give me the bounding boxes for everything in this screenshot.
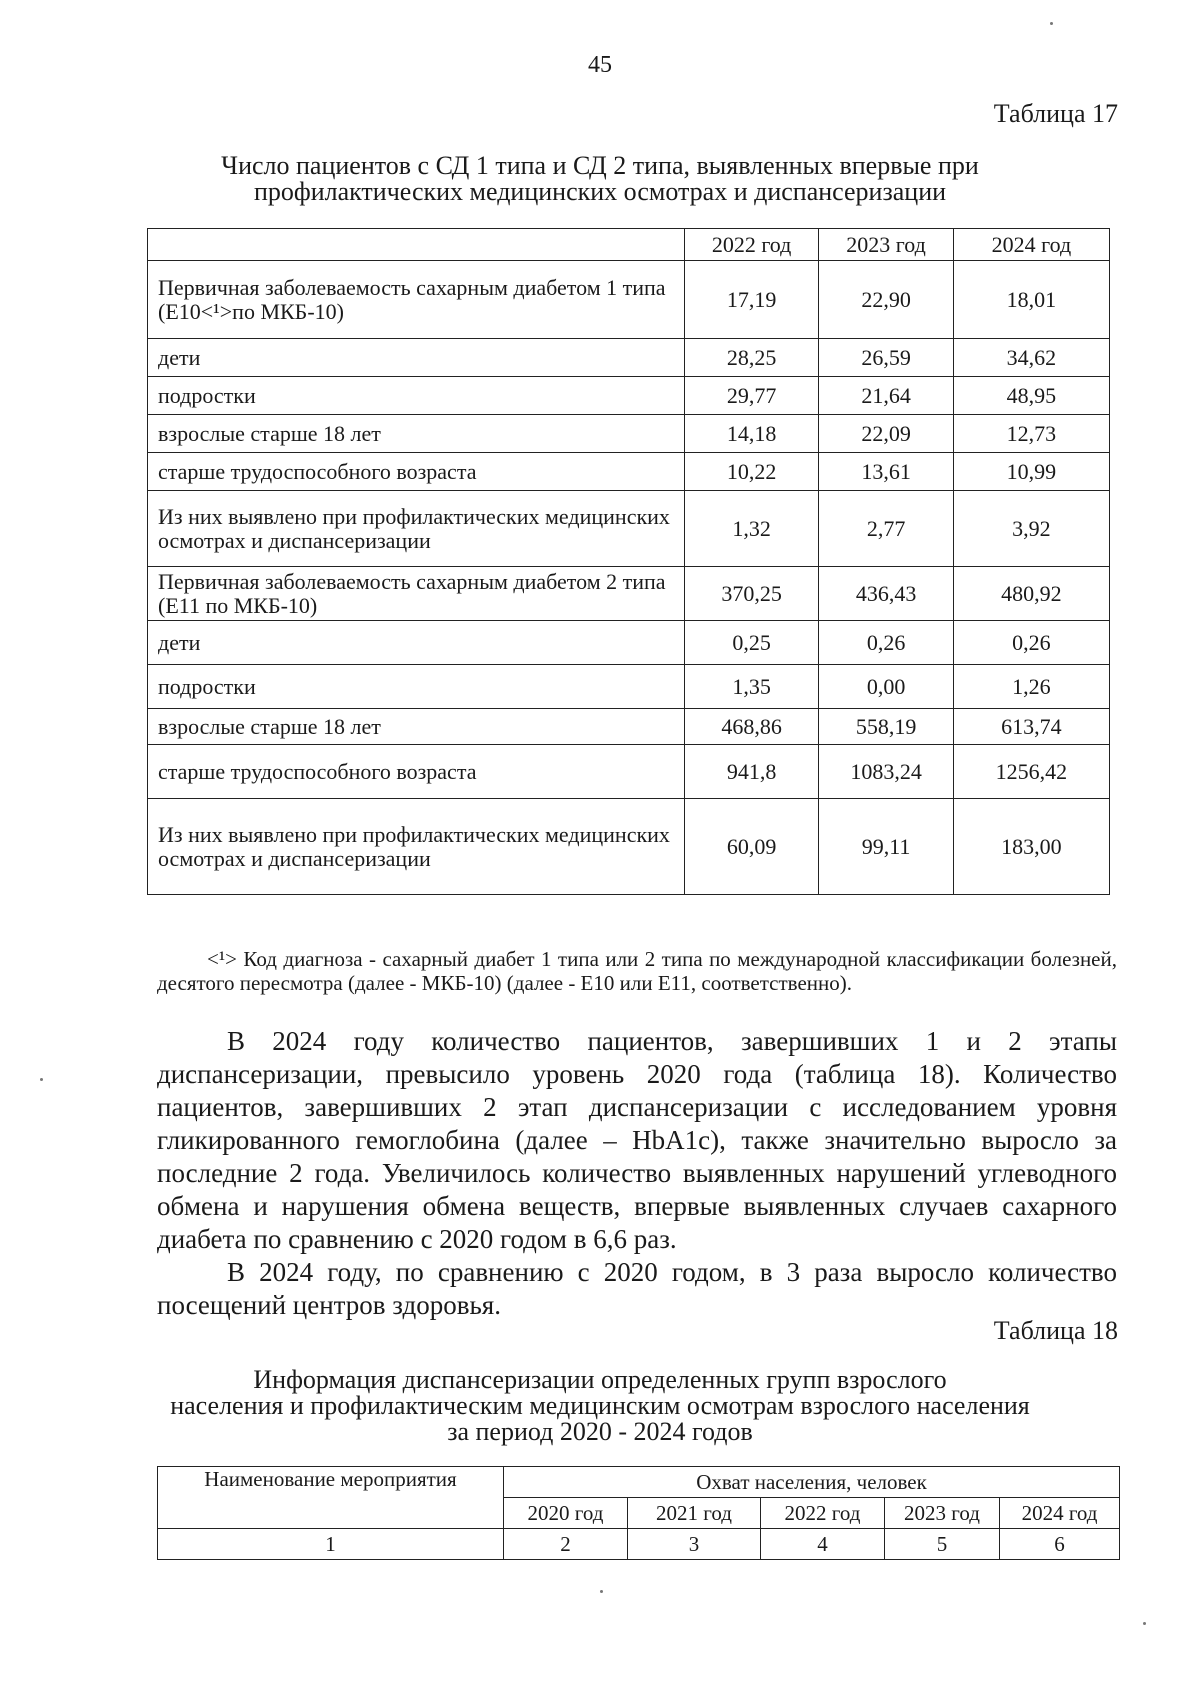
value-2024: 1256,42 (953, 745, 1109, 799)
value-2023: 2,77 (819, 491, 953, 567)
table-row (148, 621, 1110, 665)
row-label: взрослые старше 18 лет (148, 709, 685, 745)
value-2023: 1083,24 (819, 745, 953, 799)
table-row (148, 377, 1110, 415)
value-2022: 29,77 (684, 377, 818, 415)
header-cell-year: 2022 год (761, 1498, 885, 1529)
scan-speck (1143, 1622, 1146, 1625)
table-17-title-line: Число пациентов с СД 1 типа и СД 2 типа, выявленных впервые при (221, 151, 979, 180)
value-2023: 13,61 (819, 453, 953, 491)
column-number-cell: 3 (628, 1529, 761, 1560)
table-header-row (148, 229, 1110, 261)
value-2024: 0,26 (953, 621, 1109, 665)
row-label: старше трудоспособного возраста (148, 453, 685, 491)
table-row (148, 339, 1110, 377)
header-cell-2024: 2024 год (953, 229, 1109, 261)
value-2022: 0,25 (684, 621, 818, 665)
diabetes-incidence-table (147, 228, 1110, 895)
table-row (148, 745, 1110, 799)
value-2022: 17,19 (684, 261, 818, 339)
value-2024: 12,73 (953, 415, 1109, 453)
footnote (157, 947, 1117, 995)
table-18-title-line: населения и профилактическим медицинским осмотрам взрослого населения (170, 1391, 1030, 1420)
value-2022: 468,86 (684, 709, 818, 745)
value-2022: 28,25 (684, 339, 818, 377)
value-2022: 941,8 (684, 745, 818, 799)
value-2024: 10,99 (953, 453, 1109, 491)
row-label: старше трудоспособного возраста (148, 745, 685, 799)
column-number-cell: 4 (761, 1529, 885, 1560)
column-number-cell: 6 (1000, 1529, 1120, 1560)
footnote-text: <¹> Код диагноза - сахарный диабет 1 типа или 2 типа по международной классификации болезней, десятого пересмотра (далее - МКБ-10) (далее - Е10 или Е11, соответственно). (157, 947, 1117, 995)
value-2024: 1,26 (953, 665, 1109, 709)
value-2024: 3,92 (953, 491, 1109, 567)
table-17-caption: Таблица 17 (993, 99, 1118, 128)
table-row (148, 491, 1110, 567)
header-cell-year: 2023 год (885, 1498, 1000, 1529)
paragraph-2: В 2024 году, по сравнению с 2020 годом, в 3 раза выросло количество посещений центров здоровья. (157, 1257, 1117, 1320)
body-text (157, 1025, 1117, 1322)
header-cell-2023: 2023 год (819, 229, 953, 261)
table-17-title-line: профилактических медицинских осмотрах и диспансеризации (253, 177, 947, 206)
value-2023: 0,26 (819, 621, 953, 665)
paragraph-1: В 2024 году количество пациентов, завершивших 1 и 2 этапы диспансеризации, превысило уровень 2020 года (таблица 18). Количество пациентов, завершивших 2 этап диспансеризации с исследованием уровня гликированного гемоглобина (далее – HbA1c), также значительно выросло за последние 2 года. Увеличилось количество выявленных нарушений углеводного обмена и нарушения обмена веществ, впервые выявленных случаев сахарного диабета по сравнению с 2020 годом в 6,6 раз. (157, 1026, 1117, 1254)
header-cell-coverage: Охват населения, человек (504, 1467, 1120, 1498)
header-cell-year: 2021 год (628, 1498, 761, 1529)
table-row (148, 567, 1110, 621)
value-2022: 60,09 (684, 799, 818, 895)
table-row (148, 709, 1110, 745)
value-2022: 14,18 (684, 415, 818, 453)
scan-speck (600, 1590, 603, 1593)
value-2023: 22,09 (819, 415, 953, 453)
value-2024: 48,95 (953, 377, 1109, 415)
header-cell-2022: 2022 год (684, 229, 818, 261)
value-2024: 18,01 (953, 261, 1109, 339)
row-label: Из них выявлено при профилактических медицинских осмотрах и диспансеризации (148, 491, 685, 567)
row-label: взрослые старше 18 лет (148, 415, 685, 453)
value-2023: 26,59 (819, 339, 953, 377)
value-2023: 558,19 (819, 709, 953, 745)
row-label: дети (148, 621, 685, 665)
table-18-caption: Таблица 18 (993, 1316, 1118, 1345)
value-2023: 21,64 (819, 377, 953, 415)
table-row (148, 453, 1110, 491)
row-label: Из них выявлено при профилактических медицинских осмотрах и диспансеризации (148, 799, 685, 895)
value-2024: 480,92 (953, 567, 1109, 621)
row-label: дети (148, 339, 685, 377)
dispensarization-table (157, 1466, 1120, 1560)
value-2023: 0,00 (819, 665, 953, 709)
table-18-title-line: за период 2020 - 2024 годов (447, 1417, 753, 1446)
table-17-title (0, 153, 1200, 205)
value-2022: 1,32 (684, 491, 818, 567)
value-2023: 99,11 (819, 799, 953, 895)
table-row (148, 261, 1110, 339)
table-18-title-line: Информация диспансеризации определенных групп взрослого (253, 1365, 947, 1394)
row-label: подростки (148, 665, 685, 709)
header-cell-activity-name: Наименование мероприятия (158, 1467, 504, 1529)
value-2023: 22,90 (819, 261, 953, 339)
table-header-row (158, 1467, 1120, 1498)
column-number-cell: 5 (885, 1529, 1000, 1560)
table-numbering-row (158, 1529, 1120, 1560)
header-cell-year: 2024 год (1000, 1498, 1120, 1529)
column-number-cell: 1 (158, 1529, 504, 1560)
table-row (148, 665, 1110, 709)
table-row (148, 799, 1110, 895)
page-number: 45 (588, 52, 612, 78)
table-18-title (0, 1367, 1200, 1445)
value-2022: 1,35 (684, 665, 818, 709)
column-number-cell: 2 (504, 1529, 628, 1560)
row-label: Первичная заболеваемость сахарным диабетом 2 типа (Е11 по МКБ-10) (148, 567, 685, 621)
value-2024: 613,74 (953, 709, 1109, 745)
scan-speck (40, 1078, 43, 1081)
row-label: подростки (148, 377, 685, 415)
table-row (148, 415, 1110, 453)
header-cell-year: 2020 год (504, 1498, 628, 1529)
row-label: Первичная заболеваемость сахарным диабетом 1 типа (Е10<¹>по МКБ-10) (148, 261, 685, 339)
value-2022: 370,25 (684, 567, 818, 621)
value-2024: 34,62 (953, 339, 1109, 377)
scan-speck (1050, 22, 1053, 25)
header-cell-empty (148, 229, 685, 261)
value-2022: 10,22 (684, 453, 818, 491)
value-2023: 436,43 (819, 567, 953, 621)
value-2024: 183,00 (953, 799, 1109, 895)
